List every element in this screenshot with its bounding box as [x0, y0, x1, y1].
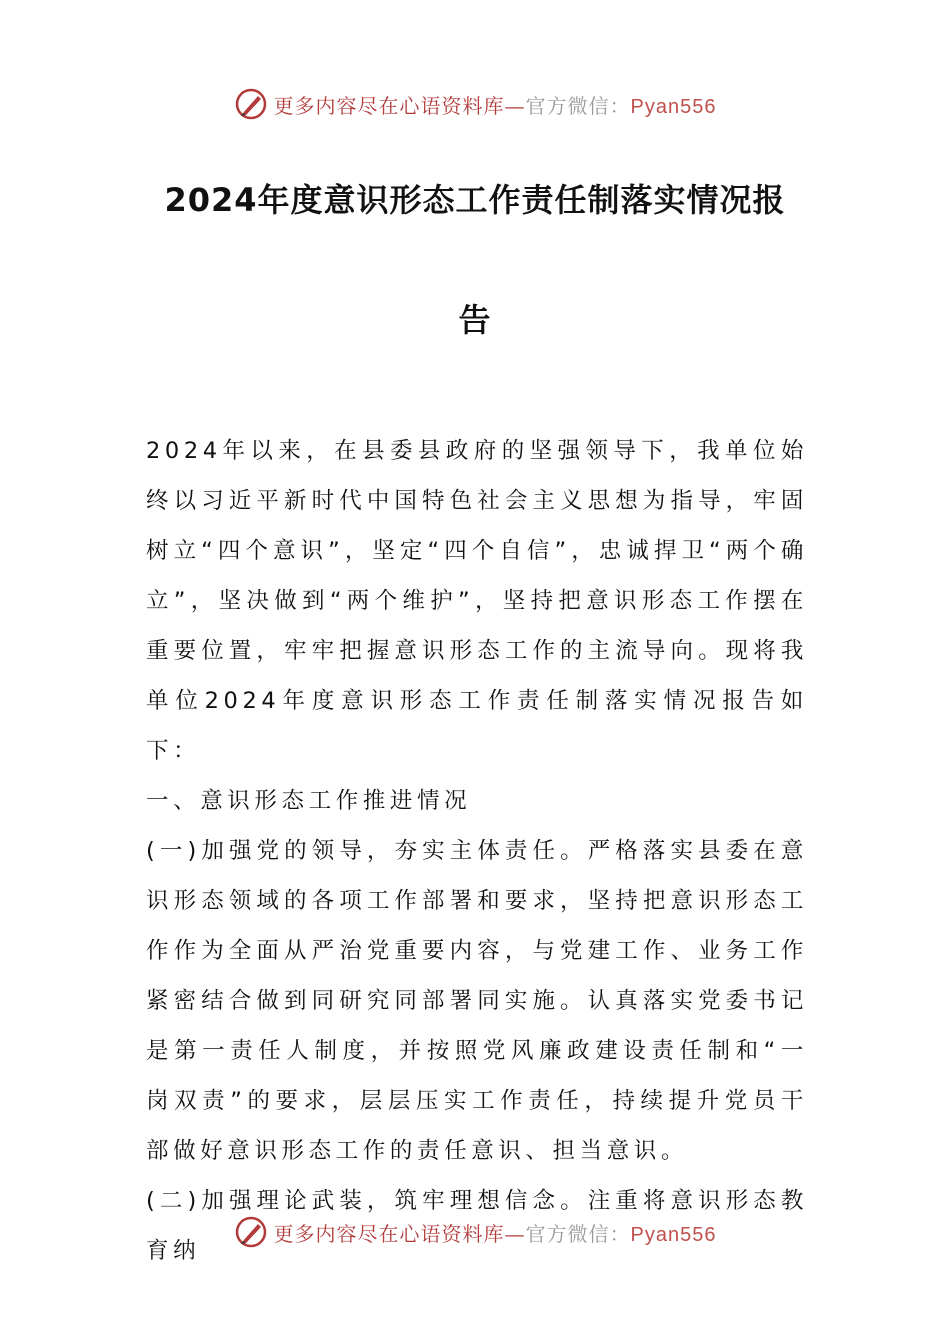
pen-logo-icon: [234, 87, 268, 121]
document-title-line1: 2024年度意识形态工作责任制落实情况报: [164, 181, 786, 219]
paragraph-point-2: (二)加强理论武装，筑牢理想信念。注重将意识形态教育纳: [146, 1188, 808, 1264]
footer-banner-text: 更多内容尽在心语资料库—官方微信：Pyan556: [273, 1221, 717, 1246]
document-body: [146, 426, 808, 1276]
header-banner: [0, 84, 950, 124]
header-banner-text: 更多内容尽在心语资料库—官方微信：Pyan556: [273, 93, 717, 118]
paragraph-point-1: (一)加强党的领导，夯实主体责任。严格落实县委在意识形态领域的各项工作部署和要求，坚持把意识形态工作作为全面从严治党重要内容，与党建工作、业务工作紧密结合做到同研究同部署同实施。认真落实党委书记是第一责任人制度，并按照党风廉政建设责任制和“一岗双责”的要求，层层压实工作责任，持续提升党员干部做好意识形态工作的责任意识、担当意识。: [146, 838, 808, 1164]
section-heading: 一、意识形态工作推进情况: [146, 788, 472, 814]
document-title-line2: 告: [458, 301, 492, 339]
pen-logo-icon: [234, 1215, 268, 1249]
paragraph-intro: 2024年以来，在县委县政府的坚强领导下，我单位始终以习近平新时代中国特色社会主义思想为指导，牢固树立“四个意识”，坚定“四个自信”，忠诚捍卫“两个确立”，坚决做到“两个维护”，坚持把意识形态工作摆在重要位置，牢牢把握意识形态工作的主流导向。现将我单位2024年度意识形态工作责任制落实情况报告如下：: [146, 438, 808, 764]
footer-banner: [0, 1212, 950, 1252]
